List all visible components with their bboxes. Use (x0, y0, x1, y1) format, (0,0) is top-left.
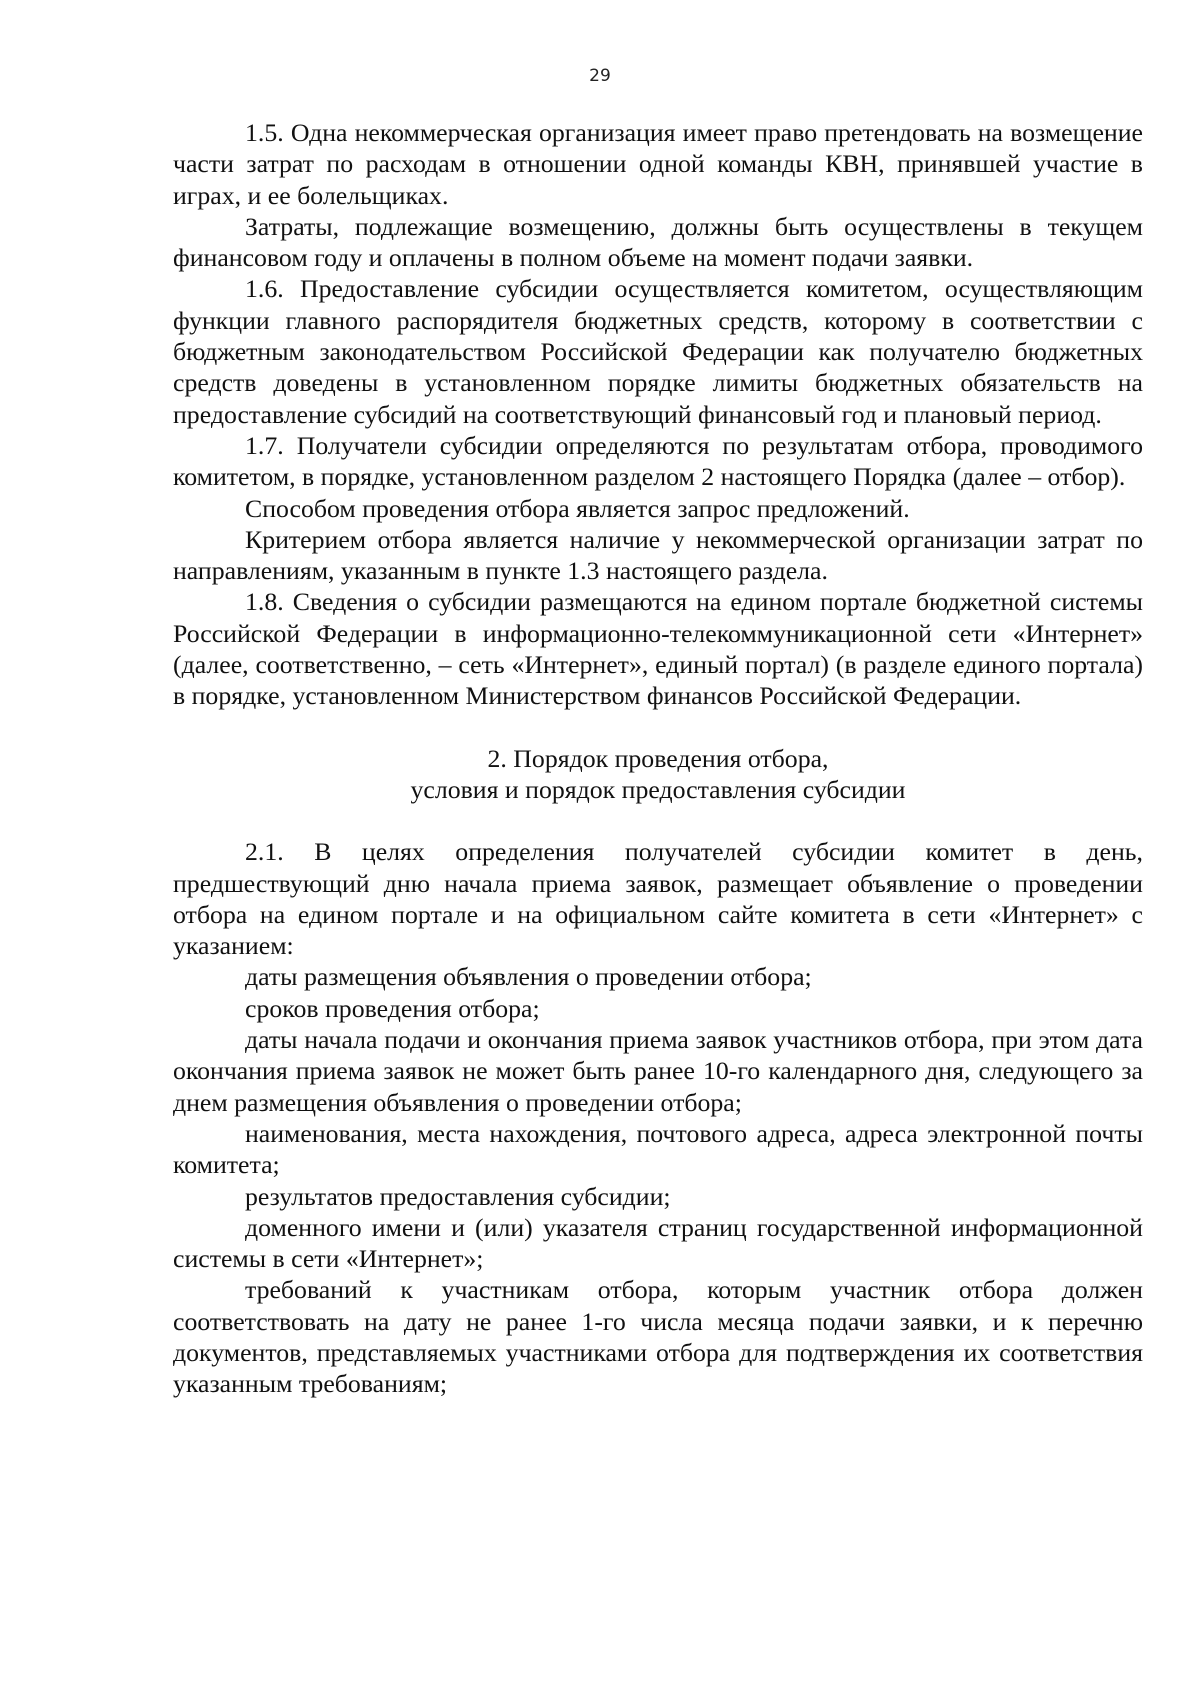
list-item-application-dates: даты начала подачи и окончания приема заявок участников отбора, при этом дата окончания приема заявок не может быть ранее 10-го календарного дня, следующего за днем размещения объявления о проведении отбора; (173, 1025, 1143, 1117)
paragraph-2-1: 2.1. В целях определения получателей субсидии комитет в день, предшествующий дню начала приема заявок, размещает объявление о проведении отбора на едином портале и на официальном сайте комитета в сети «Интернет» с указанием: (173, 837, 1143, 961)
list-item-selection-terms: сроков проведения отбора; (245, 993, 540, 1023)
list-item-domain-name: доменного имени и (или) указателя страниц государственной информационной системы в сети «Интернет»; (173, 1212, 1143, 1274)
list-item-committee-contacts: наименования, места нахождения, почтового адреса, адреса электронной почты комитета; (173, 1118, 1143, 1180)
paragraph-1-5: 1.5. Одна некоммерческая организация имеет право претендовать на возмещение части затрат по расходам в отношении одной команды КВН, принявшей участие в играх, и ее болельщиках. (173, 118, 1143, 210)
list-item-subsidy-results: результатов предоставления субсидии; (245, 1181, 671, 1211)
paragraph-selection-method: Способом проведения отбора является запрос предложений. (245, 493, 910, 523)
paragraph-costs: Затраты, подлежащие возмещению, должны быть осуществлены в текущем финансовом году и оплачены в полном объеме на момент подачи заявки. (173, 211, 1143, 273)
section-heading-line-2: условия и порядок предоставления субсидии (410, 774, 906, 804)
paragraph-1-6: 1.6. Предоставление субсидии осуществляется комитетом, осуществляющим функции главного распорядителя бюджетных средств, которому в соответствии с бюджетным законодательством Российской Федерации как получателю бюджетных средств доведены в установленном порядке лимиты бюджетных обязательств на предоставление субсидий на соответствующий финансовый год и плановый период. (173, 274, 1143, 429)
section-spacer-top (173, 712, 1143, 743)
section-heading-line-1: 2. Порядок проведения отбора, (487, 743, 829, 773)
paragraph-1-8: 1.8. Сведения о субсидии размещаются на едином портале бюджетной системы Российской Федерации в информационно-телекоммуникационной сети «Интернет» (далее, соответственно, – сеть «Интернет», единый портал) (в разделе единого портала) в порядке, установленном Министерством финансов Российской Федерации. (173, 587, 1143, 711)
paragraph-1-7: 1.7. Получатели субсидии определяются по результатам отбора, проводимого комитетом, в порядке, установленном разделом 2 настоящего Порядка (далее – отбор). (173, 430, 1143, 492)
section-spacer-bottom (173, 805, 1143, 836)
list-item-participant-requirements: требований к участникам отбора, которым участник отбора должен соответствовать на дату не ранее 1-го числа месяца подачи заявки, и к перечню документов, представляемых участниками отбора для подтверждения их соответствия указанным требованиям; (173, 1275, 1143, 1399)
page-number: 29 (589, 66, 611, 86)
document-body (173, 117, 1143, 1400)
paragraph-selection-criterion: Критерием отбора является наличие у некоммерческой организации затрат по направлениям, указанным в пункте 1.3 настоящего раздела. (173, 524, 1143, 586)
list-item-announcement-date: даты размещения объявления о проведении отбора; (245, 962, 812, 992)
section-heading (173, 743, 1143, 806)
